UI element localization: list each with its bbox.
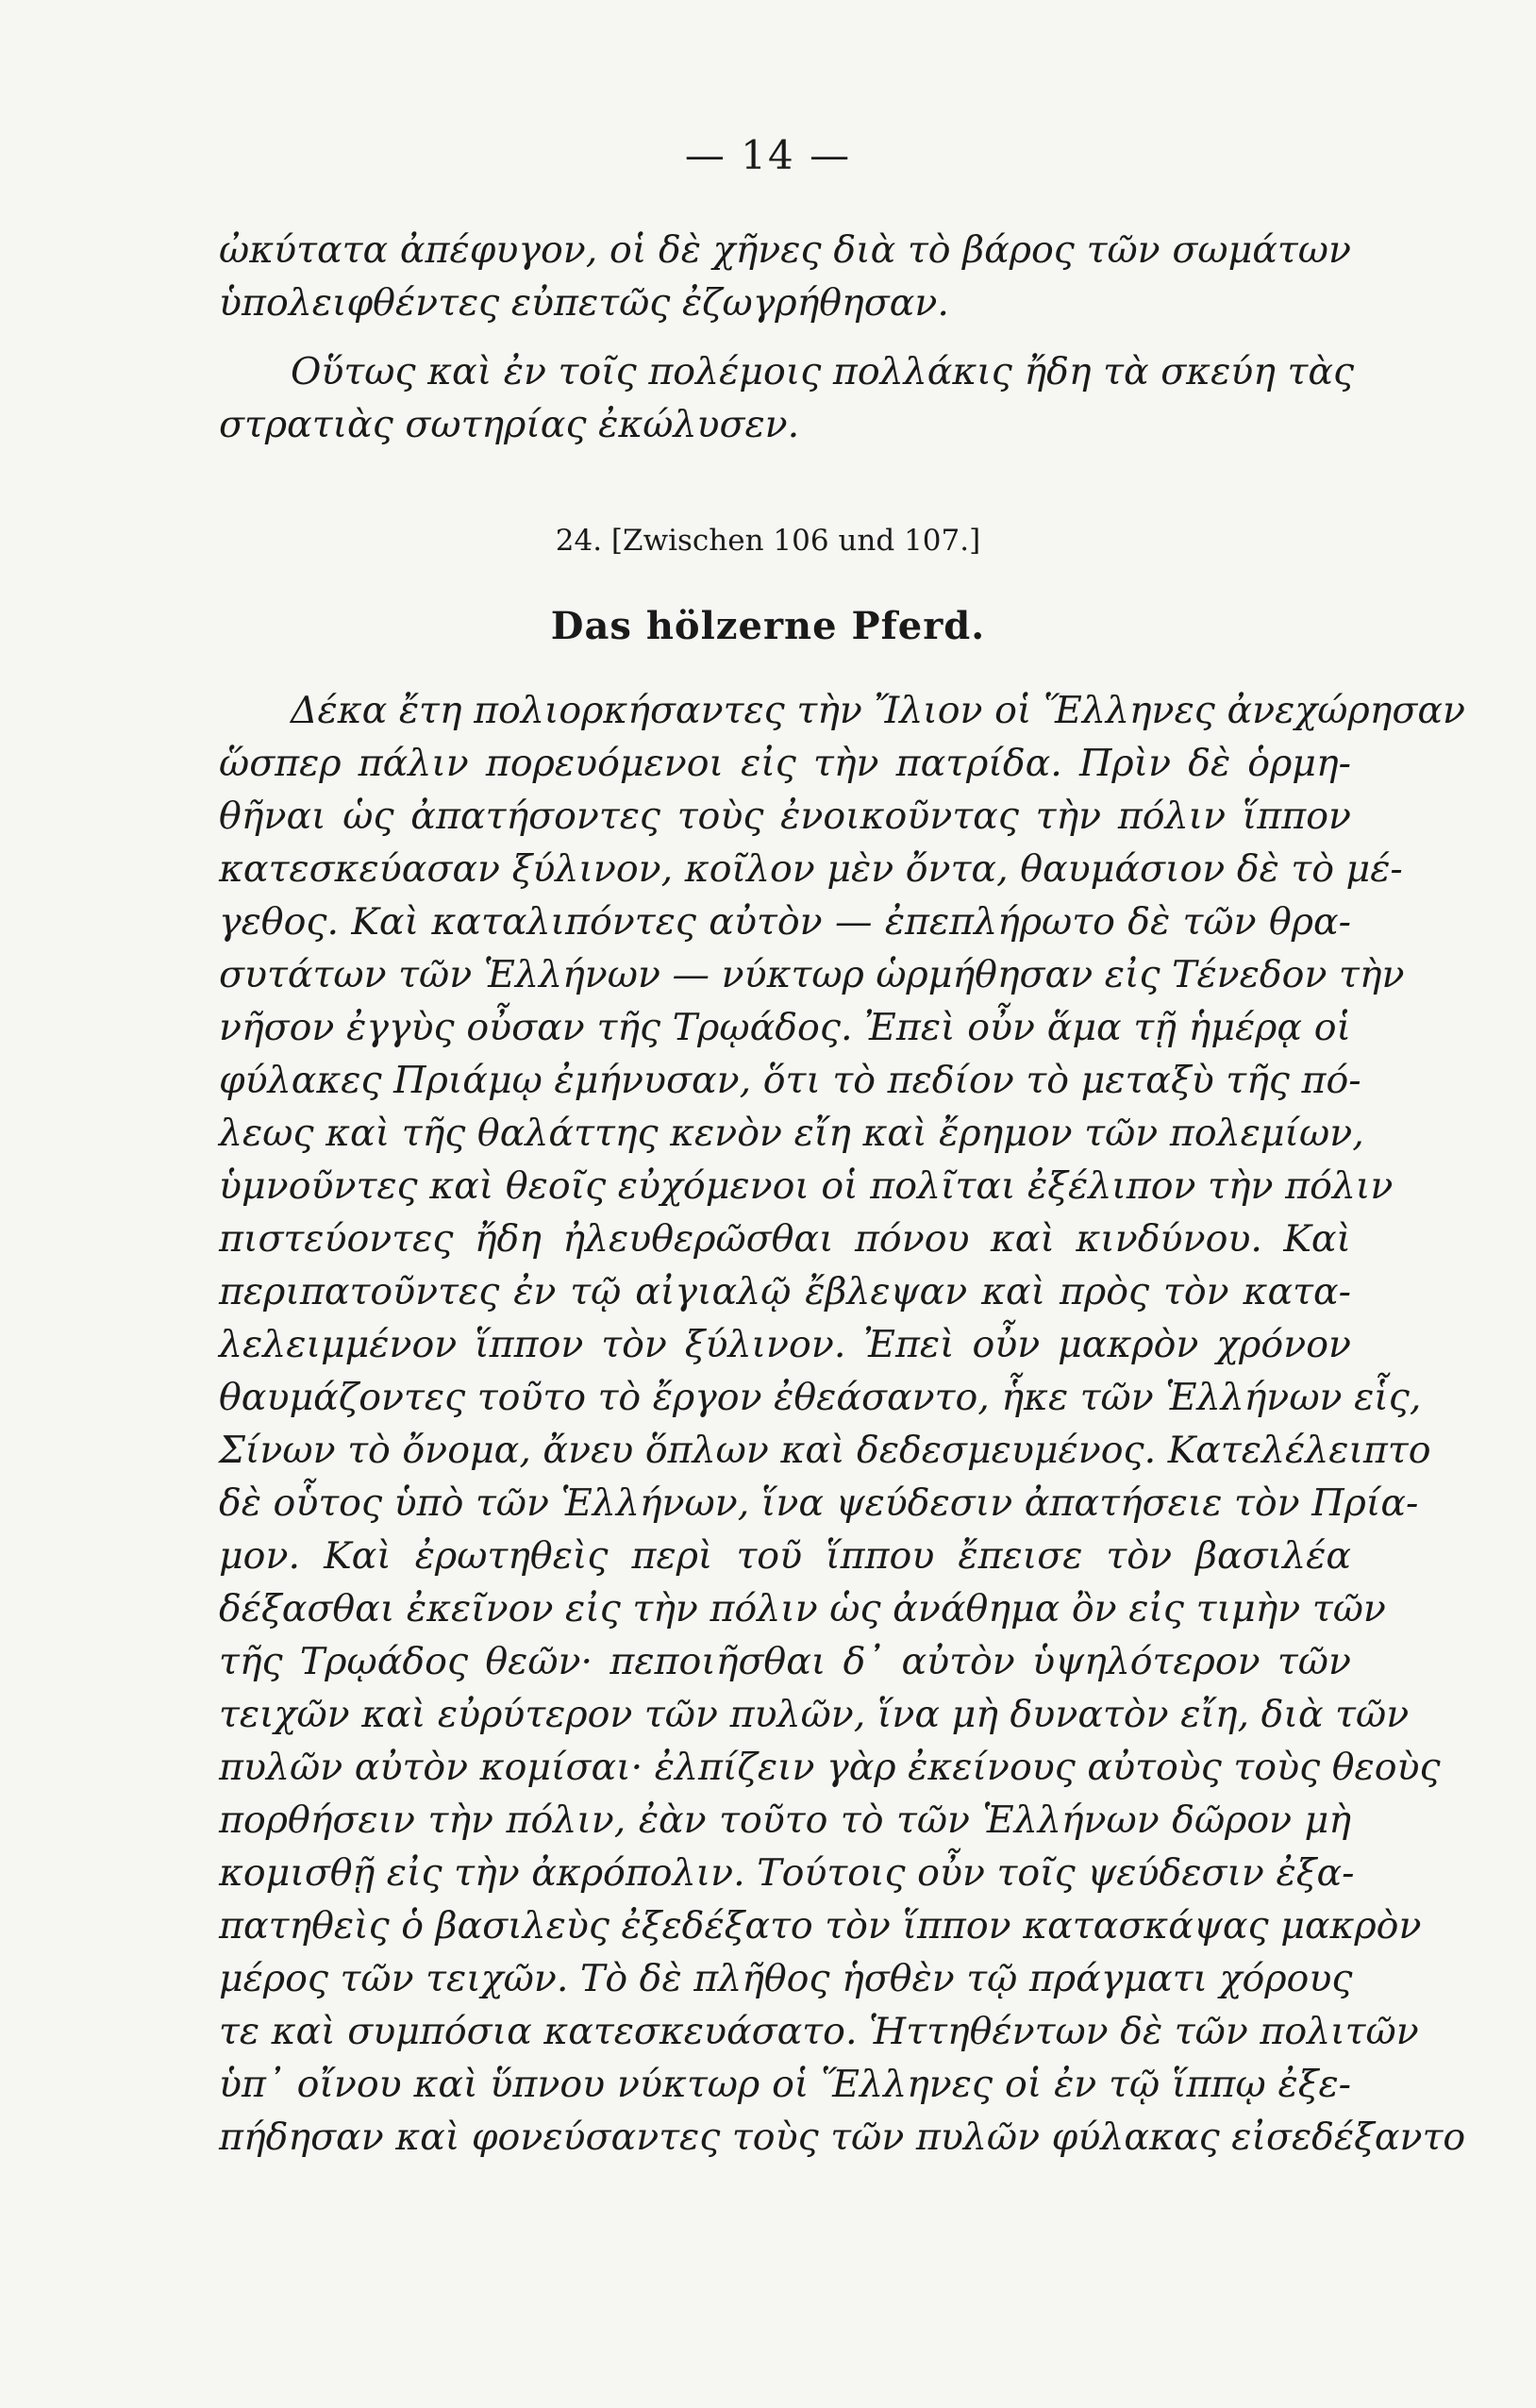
- text-line: λεως καὶ τῆς θαλάττης κενὸν εἴη καὶ ἔρημον τῶν πολεμίων,: [219, 1112, 1364, 1155]
- text-line: ὥσπερ πάλιν πορευόμενοι εἰς τὴν πατρίδα. Πρὶν δὲ ὁρμη-: [219, 742, 1351, 785]
- text-line: πήδησαν καὶ φονεύσαντες τοὺς τῶν πυλῶν φύλακας εἰσεδέξαντο: [219, 2115, 1466, 2159]
- text-line: στρατιὰς σωτηρίας ἐκώλυσεν.: [219, 403, 800, 446]
- text-line: κατεσκεύασαν ξύλινον, κοῖλον μὲν ὄντα, θαυμάσιον δὲ τὸ μέ-: [219, 847, 1403, 891]
- text-line: γεθος. Καὶ καταλιπόντες αὐτὸν — ἐπεπλήρωτο δὲ τῶν θρα-: [219, 900, 1351, 944]
- text-line: μον. Καὶ ἐρωτηθεὶς περὶ τοῦ ἵππου ἔπεισε τὸν βασιλέα: [219, 1534, 1351, 1578]
- text-line: τῆς Τρῳάδος θεῶν· πεποιῆσθαι δ᾽ αὐτὸν ὑψηλότερον τῶν: [219, 1640, 1351, 1683]
- text-line: ὠκύτατα ἀπέφυγον, οἱ δὲ χῆνες διὰ τὸ βάρος τῶν σωμάτων: [219, 228, 1351, 272]
- text-line: περιπατοῦντες ἐν τῷ αἰγιαλῷ ἔβλεψαν καὶ πρὸς τὸν κατα-: [219, 1270, 1351, 1313]
- text-line: δὲ οὗτος ὑπὸ τῶν Ἑλλήνων, ἵνα ψεύδεσιν ἀπατήσειε τὸν Πρία-: [219, 1481, 1419, 1525]
- text-line: ὑπολειφθέντες εὐπετῶς ἐζωγρήθησαν.: [219, 281, 949, 325]
- text-line: λελειμμένον ἵππον τὸν ξύλινον. Ἐπεὶ οὖν μακρὸν χρόνον: [219, 1323, 1351, 1366]
- text-line: δέξασθαι ἐκεῖνον εἰς τὴν πόλιν ὡς ἀνάθημα ὂν εἰς τιμὴν τῶν: [219, 1587, 1386, 1630]
- text-line: πατηθεὶς ὁ βασιλεὺς ἐξεδέξατο τὸν ἵππον κατασκάψας μακρὸν: [219, 1904, 1422, 1948]
- paragraph-baggage: [219, 345, 1355, 451]
- text-line: συτάτων τῶν Ἑλλήνων — νύκτωρ ὡρμήθησαν εἰς Τένεδον τὴν: [219, 953, 1405, 996]
- text-line: Σίνων τὸ ὄνομα, ἄνευ ὅπλων καὶ δεδεσμευμένος. Κατελέλειπτο: [219, 1429, 1431, 1472]
- text-line: κομισθῇ εἰς τὴν ἀκρόπολιν. Τούτοις οὖν τοῖς ψεύδεσιν ἐξα-: [219, 1851, 1355, 1895]
- text-line: θῆναι ὡς ἀπατήσοντες τοὺς ἐνοικοῦντας τὴν πόλιν ἵππον: [219, 794, 1351, 838]
- paragraph-geese: [219, 224, 1351, 329]
- text-line: ὑπ᾽ οἴνου καὶ ὕπνου νύκτωρ οἱ Ἕλληνες οἱ ἐν τῷ ἵππῳ ἐξε-: [219, 2063, 1351, 2106]
- text-line: μέρος τῶν τειχῶν. Τὸ δὲ πλῆθος ἡσθὲν τῷ πράγματι χόρους: [219, 1957, 1353, 2000]
- text-line: πιστεύοντες ἤδη ἠλευθερῶσθαι πόνου καὶ κινδύνου. Καὶ: [219, 1217, 1351, 1261]
- paragraph-wooden-horse: [219, 684, 1466, 2164]
- text-line: Δέκα ἔτη πολιορκήσαντες τὴν Ἴλιον οἱ Ἕλληνες ἀνεχώρησαν: [291, 689, 1466, 732]
- section-title: Das hölzerne Pferd.: [550, 604, 986, 648]
- section-number: 24. [Zwischen 106 und 107.]: [555, 524, 981, 558]
- text-line: νῆσον ἐγγὺς οὖσαν τῆς Τρῳάδος. Ἐπεὶ οὖν ἅμα τῇ ἡμέρᾳ οἱ: [219, 1006, 1351, 1049]
- text-line: τε καὶ συμπόσια κατεσκευάσατο. Ἡττηθέντων δὲ τῶν πολιτῶν: [219, 2010, 1419, 2053]
- text-line: φύλακες Πριάμῳ ἐμήνυσαν, ὅτι τὸ πεδίον τὸ μεταξὺ τῆς πό-: [219, 1059, 1361, 1102]
- text-line: ὑμνοῦντες καὶ θεοῖς εὐχόμενοι οἱ πολῖται ἐξέλιπον τὴν πόλιν: [219, 1164, 1394, 1208]
- text-line: Οὕτως καὶ ἐν τοῖς πολέμοις πολλάκις ἤδη τὰ σκεύη τὰς: [291, 350, 1355, 393]
- text-line: θαυμάζοντες τοῦτο τὸ ἔργον ἐθεάσαντο, ἧκε τῶν Ἑλλήνων εἷς,: [219, 1376, 1422, 1419]
- page-number: — 14 —: [684, 132, 852, 178]
- text-line: πυλῶν αὐτὸν κομίσαι· ἐλπίζειν γὰρ ἐκείνους αὐτοὺς τοὺς θεοὺς: [219, 1746, 1441, 1789]
- text-line: τειχῶν καὶ εὐρύτερον τῶν πυλῶν, ἵνα μὴ δυνατὸν εἴη, διὰ τῶν: [219, 1693, 1410, 1736]
- text-line: πορθήσειν τὴν πόλιν, ἐὰν τοῦτο τὸ τῶν Ἑλλήνων δῶρον μὴ: [219, 1798, 1351, 1842]
